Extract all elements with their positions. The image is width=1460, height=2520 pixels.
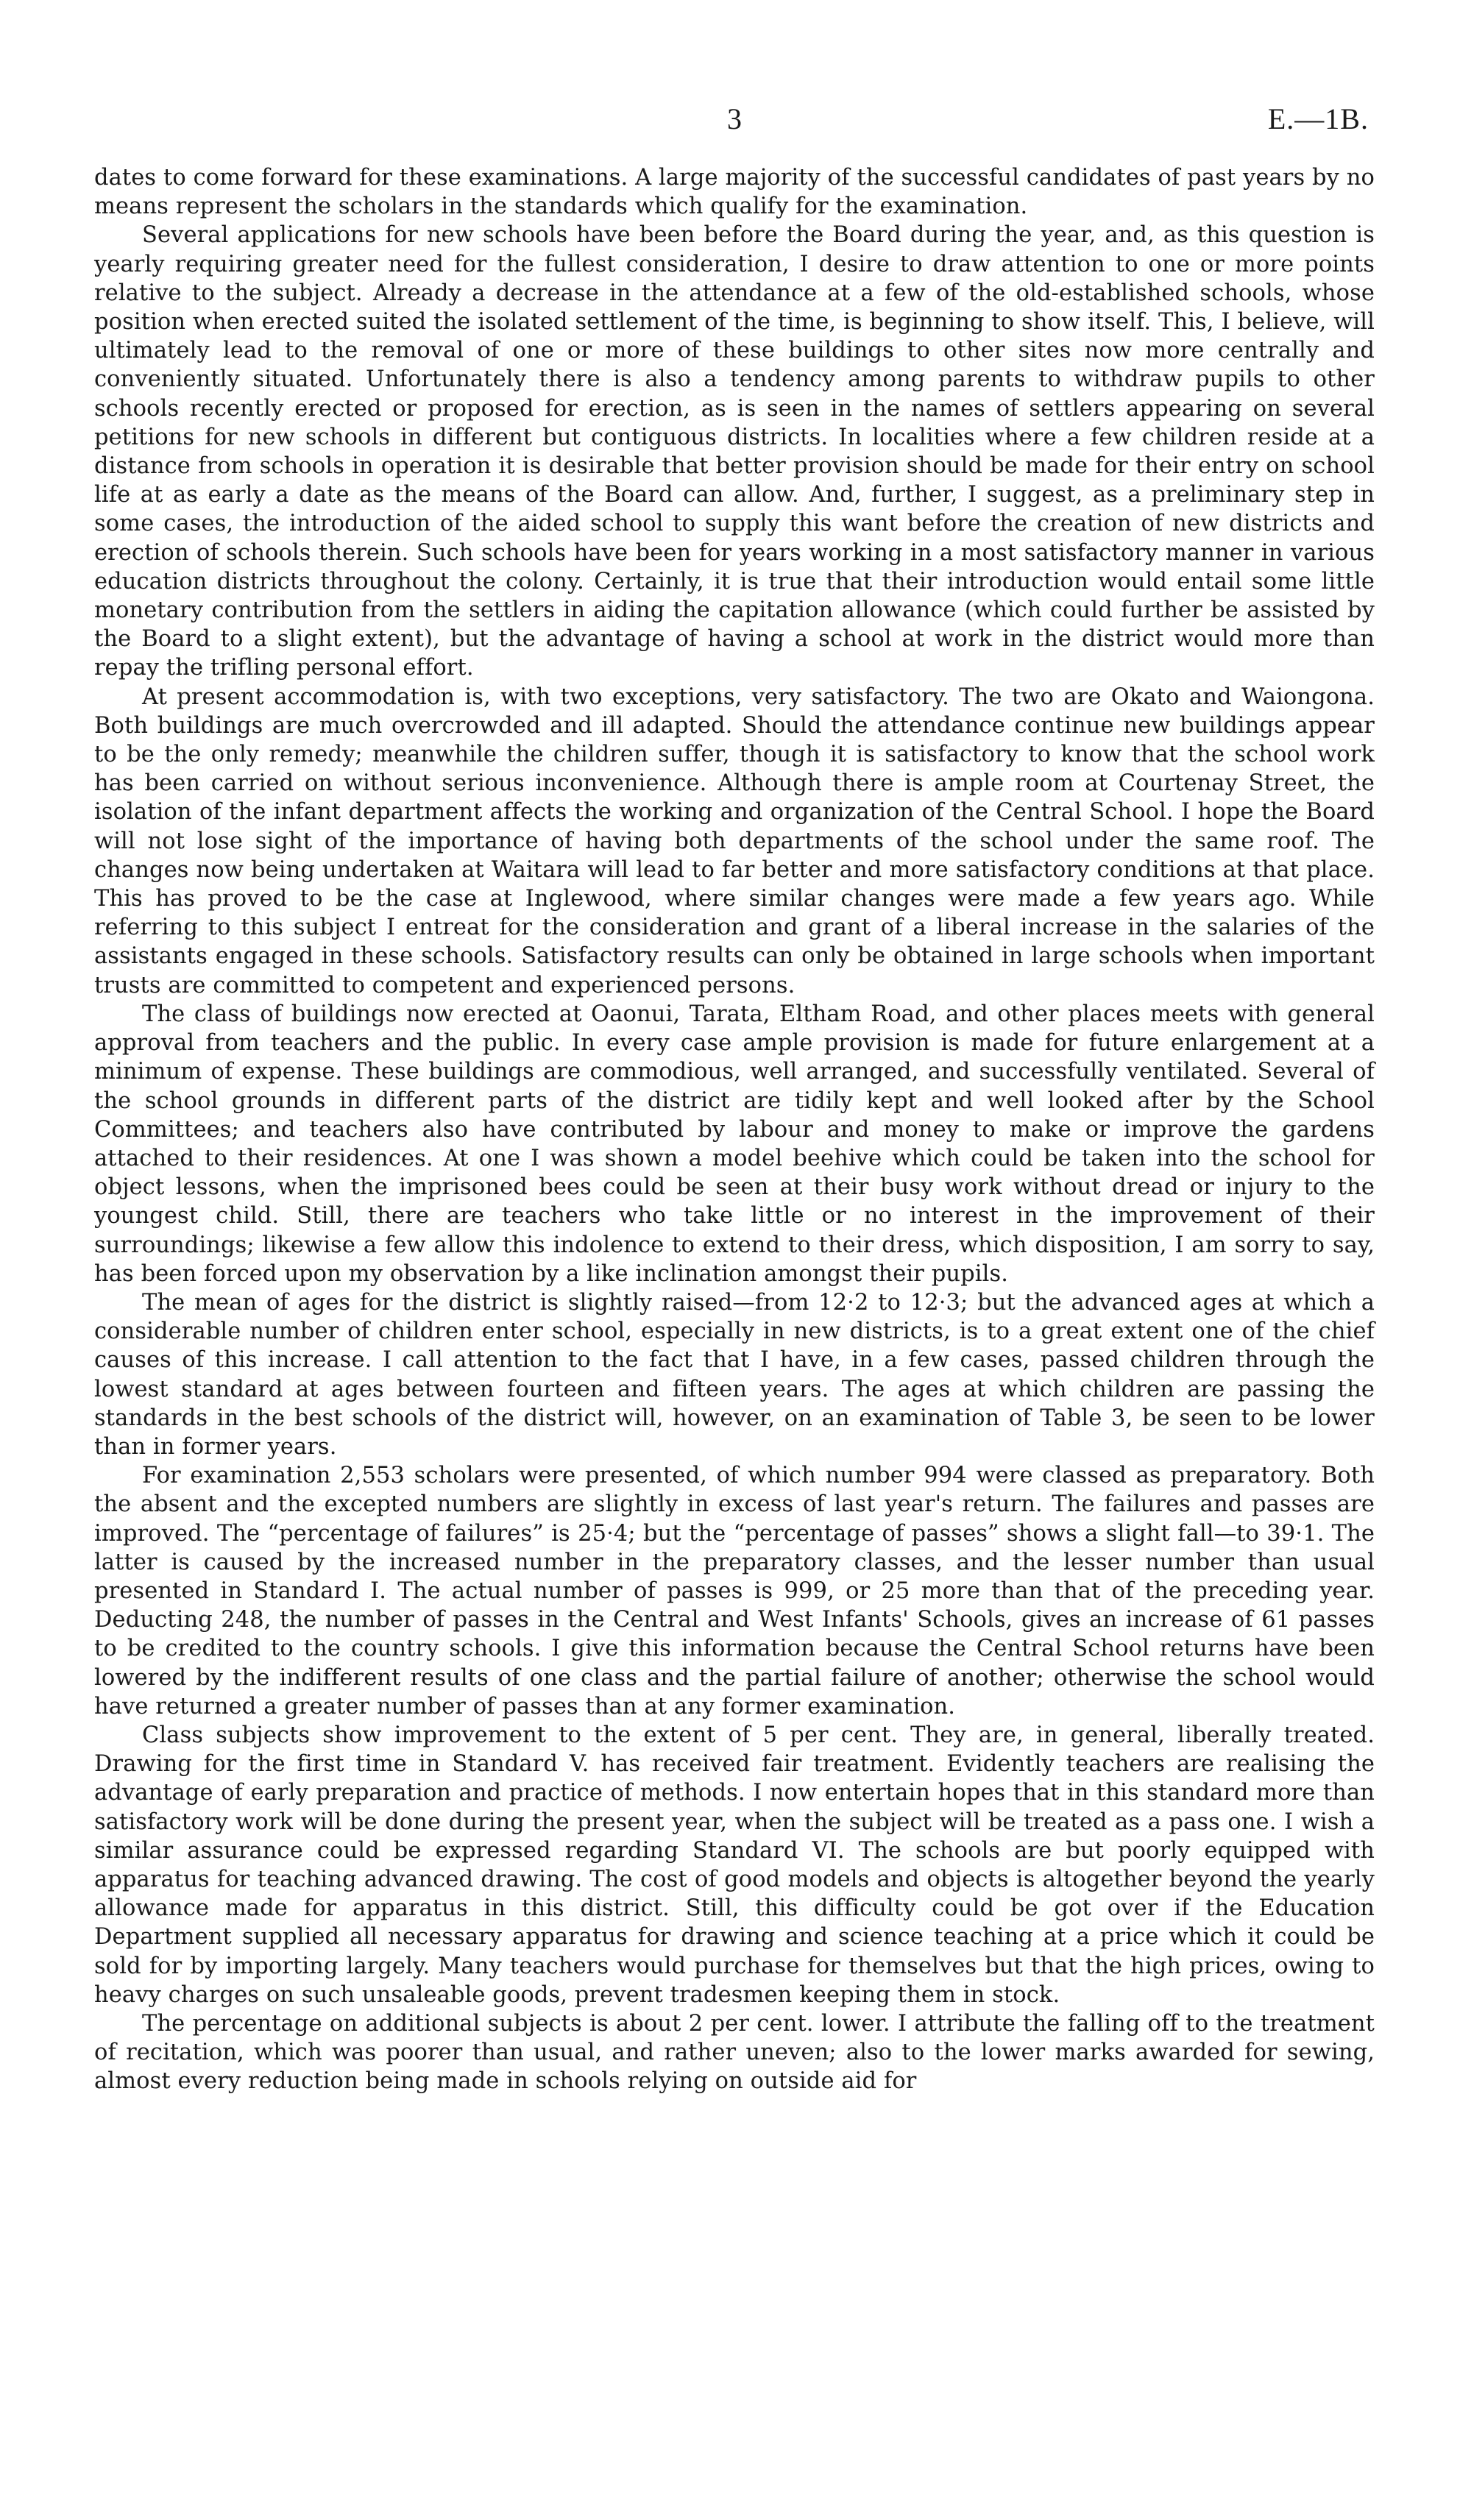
paragraph: Several applications for new schools have been before the Board during the year, and, as this question is yearly requiring greater need for the fullest consideration, I desire to draw attention to one or more points relative to the subject. Already a decrease in the attendance at a few of the old-established schools, whose position when erected suited the isolated settlement of the time, is beginning to show itself. This, I believe, will ultimately lead to the removal of one or more of these buildings to other sites now more centrally and conveniently situated. Unfortunately there is also a tendency among parents to withdraw pupils to other schools recently erected or proposed for erection, as is seen in the names of settlers appearing on several petitions for new schools in different but contiguous districts. In localities where a few children reside at a distance from schools in operation it is desirable that better provision should be made for their entry on school life at as early a date as the means of the Board can allow. And, further, I suggest, as a preliminary step in some cases, the introduction of the aided school to supply this want before the creation of new districts and erection of schools therein. Such schools have been for years working in a most satisfactory manner in various education districts throughout the colony. Certainly, it is true that their introduction would entail some little monetary contribution from the settlers in aiding the capitation allowance (which could further be assisted by the Board to a slight extent), but the advantage of having a school at work in the district would more than repay the trifling personal effort. [94, 222, 1375, 681]
document-page [94, 102, 1375, 2096]
paragraph: The mean of ages for the district is slightly raised—from 12·2 to 12·3; but the advanced ages at which a considerable number of children enter school, especially in new districts, is to a great extent one of the chief causes of this increase. I call attention to the fact that I have, in a few cases, passed children through the lowest standard at ages between fourteen and fifteen years. The ages at which children are passing the standards in the best schools of the district will, however, on an examination of Table 3, be seen to be lower than in former years. [94, 1289, 1375, 1460]
document-reference: E.—1B. [1267, 102, 1369, 135]
body-text [94, 163, 1375, 2096]
page-number: 3 [727, 102, 742, 135]
paragraph: For examination 2,553 scholars were presented, of which number 994 were classed as preparatory. Both the absent and the excepted numbers are slightly in excess of last year's return. The failures and passes are improved. The “percentage of failures” is 25·4; but the “percentage of passes” shows a slight fall—to 39·1. The latter is caused by the increased number in the preparatory classes, and the lesser number than usual presented in Standard I. The actual number of passes is 999, or 25 more than that of the preceding year. Deducting 248, the number of passes in the Central and West Infants' Schools, gives an increase of 61 passes to be credited to the country schools. I give this information because the Central School returns have been lowered by the indifferent results of one class and the partial failure of another; otherwise the school would have returned a greater number of passes than at any former examination. [94, 1463, 1375, 1719]
paragraph: The percentage on additional subjects is about 2 per cent. lower. I attribute the falling off to the treatment of recitation, which was poorer than usual, and rather uneven; also to the lower marks awarded for sewing, almost every reduction being made in schools relying on outside aid for [94, 2011, 1375, 2095]
paragraph: The class of buildings now erected at Oaonui, Tarata, Eltham Road, and other places meets with general approval from teachers and the public. In every case ample provision is made for future enlargement at a minimum of expense. These buildings are commodious, well arranged, and successfully ventilated. Several of the school grounds in different parts of the district are tidily kept and well looked after by the School Committees; and teachers also have contributed by labour and money to make or improve the gardens attached to their residences. At one I was shown a model beehive which could be taken into the school for object lessons, when the imprisoned bees could be seen at their busy work without dread or injury to the youngest child. Still, there are teachers who take little or no interest in the improvement of their surroundings; likewise a few allow this indolence to extend to their dress, which disposition, I am sorry to say, has been forced upon my observation by a like inclination amongst their pupils. [94, 1001, 1375, 1287]
paragraph: Class subjects show improvement to the extent of 5 per cent. They are, in general, liberally treated. Drawing for the first time in Standard V. has received fair treatment. Evidently teachers are realising the advantage of early preparation and practice of methods. I now entertain hopes that in this standard more than satisfactory work will be done during the present year, when the subject will be treated as a pass one. I wish a similar assurance could be expressed regarding Standard VI. The schools are but poorly equipped with apparatus for teaching advanced drawing. The cost of good models and objects is altogether beyond the yearly allowance made for apparatus in this district. Still, this difficulty could be got over if the Education Department supplied all necessary apparatus for drawing and science teaching at a price which it could be sold for by importing largely. Many teachers would purchase for themselves but that the high prices, owing to heavy charges on such unsaleable goods, prevent tradesmen keeping them in stock. [94, 1722, 1375, 2008]
paragraph: dates to come forward for these examinations. A large majority of the successful candidates of past years by no means represent the scholars in the standards which qualify for the examination. [94, 165, 1375, 220]
paragraph: At present accommodation is, with two exceptions, very satisfactory. The two are Okato and Waiongona. Both buildings are much overcrowded and ill adapted. Should the attendance continue new buildings appear to be the only remedy; meanwhile the children suffer, though it is satisfactory to know that the school work has been carried on without serious inconvenience. Although there is ample room at Courtenay Street, the isolation of the infant department affects the working and organization of the Central School. I hope the Board will not lose sight of the importance of having both departments of the school under the same roof. The changes now being undertaken at Waitara will lead to far better and more satisfactory conditions at that place. This has proved to be the case at Inglewood, where similar changes were made a few years ago. While referring to this subject I entreat for the consideration and grant of a liberal increase in the salaries of the assistants engaged in these schools. Satisfactory results can only be obtained in large schools when important trusts are committed to competent and experienced persons. [94, 684, 1375, 998]
page-header [94, 102, 1375, 147]
